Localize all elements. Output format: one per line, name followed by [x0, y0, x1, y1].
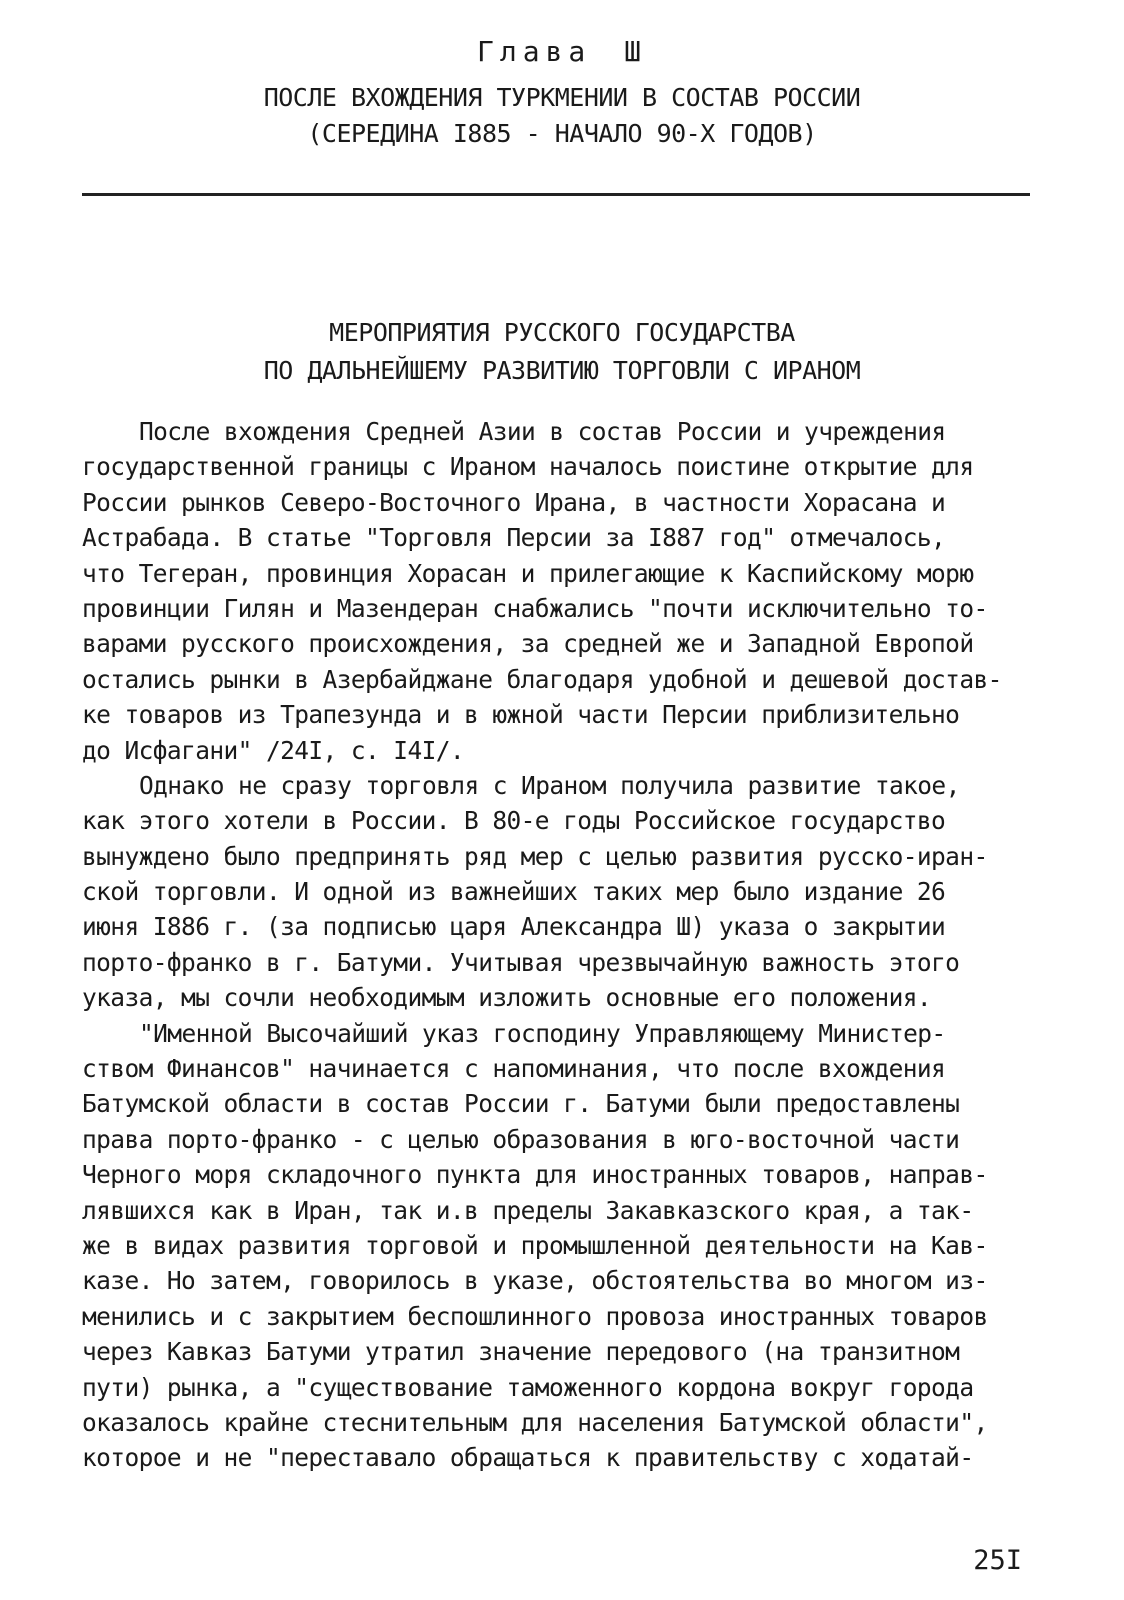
- text-line: Батумской области в состав России г. Батуми были предоставлены: [82, 1089, 960, 1119]
- page-number: 25I: [973, 1545, 1022, 1576]
- text-line: лявшихся как в Иран, так и.в пределы Закавказского края, а так-: [82, 1195, 974, 1225]
- text-line: казе. Но затем, говорилось в указе, обстоятельства во многом из-: [82, 1266, 988, 1296]
- text-line: которое и не "переставало обращаться к правительству с ходатай-: [82, 1443, 974, 1473]
- text-line: что Тегеран, провинция Хорасан и прилегающие к Каспийскому морю: [82, 558, 974, 588]
- chapter-title-line: ПОСЛЕ ВХОЖДЕНИЯ ТУРКМЕНИИ В СОСТАВ РОССИИ: [263, 83, 861, 112]
- text-line: оказалось крайне стеснительным для населения Батумской области",: [82, 1407, 988, 1437]
- section-title: [0, 314, 1124, 390]
- text-line: указа, мы сочли необходимым изложить основные его положения.: [82, 983, 932, 1013]
- text-line: провинции Гилян и Мазендеран снабжались "почти исключительно то-: [82, 593, 988, 623]
- text-line: же в видах развития торговой и промышленной деятельности на Кав-: [82, 1230, 988, 1260]
- text-line: остались рынки в Азербайджане благодаря удобной и дешевой достав-: [82, 664, 1002, 694]
- text-line: России рынков Северо-Восточного Ирана, в частности Хорасана и: [82, 487, 946, 517]
- text-line: июня I886 г. (за подписью царя Александра Ш) указа о закрытии: [82, 912, 946, 942]
- text-line: государственной границы с Ираном началось поистине открытие для: [82, 452, 974, 482]
- text-line: порто-франко в г. Батуми. Учитывая чрезвычайную важность этого: [82, 947, 960, 977]
- section-title-line: ПО ДАЛЬНЕЙШЕМУ РАЗВИТИЮ ТОРГОВЛИ С ИРАНОМ: [263, 356, 861, 385]
- body-text: [82, 414, 1042, 1476]
- horizontal-rule: [82, 193, 1030, 196]
- chapter-title: [0, 80, 1124, 152]
- text-line: права порто-франко - с целью образования в юго-восточной части: [82, 1124, 960, 1154]
- paragraph-first-line: Однако не сразу торговля с Ираном получила развитие такое,: [139, 770, 960, 800]
- text-line: пути) рынка, а "существование таможенного кордона вокруг города: [82, 1372, 974, 1402]
- text-line: как этого хотели в России. В 80-е годы Российское государство: [82, 806, 946, 836]
- paragraph-first-line: "Именной Высочайший указ господину Управляющему Министер-: [139, 1018, 946, 1048]
- text-line: менились и с закрытием беспошлинного провоза иностранных товаров: [82, 1301, 988, 1331]
- paragraph-first-line: После вхождения Средней Азии в состав России и учреждения: [139, 417, 946, 446]
- text-line: Астрабада. В статье "Торговля Персии за I887 год" отмечалось,: [82, 523, 946, 553]
- text-line: через Кавказ Батуми утратил значение передового (на транзитном: [82, 1337, 960, 1367]
- text-line: ством Финансов" начинается с напоминания, что после вхождения: [82, 1054, 946, 1084]
- text-line: вынуждено было предпринять ряд мер с целью развития русско-иран-: [82, 841, 988, 871]
- section-title-line: МЕРОПРИЯТИЯ РУССКОГО ГОСУДАРСТВА: [329, 318, 795, 347]
- text-line: до Исфагани" /24I, с. I4I/.: [82, 735, 465, 765]
- text-line: ской торговли. И одной из важнейших таких мер было издание 26: [82, 877, 946, 907]
- text-line: ке товаров из Трапезунда и в южной части Персии приблизительно: [82, 700, 960, 730]
- text-line: варами русского происхождения, за средней же и Западной Европой: [82, 629, 974, 659]
- chapter-title-line: (СЕРЕДИНА I885 - НАЧАЛО 90-Х ГОДОВ): [307, 119, 817, 148]
- text-line: Черного моря складочного пункта для иностранных товаров, направ-: [82, 1160, 988, 1190]
- chapter-label: Глава Ш: [476, 35, 647, 68]
